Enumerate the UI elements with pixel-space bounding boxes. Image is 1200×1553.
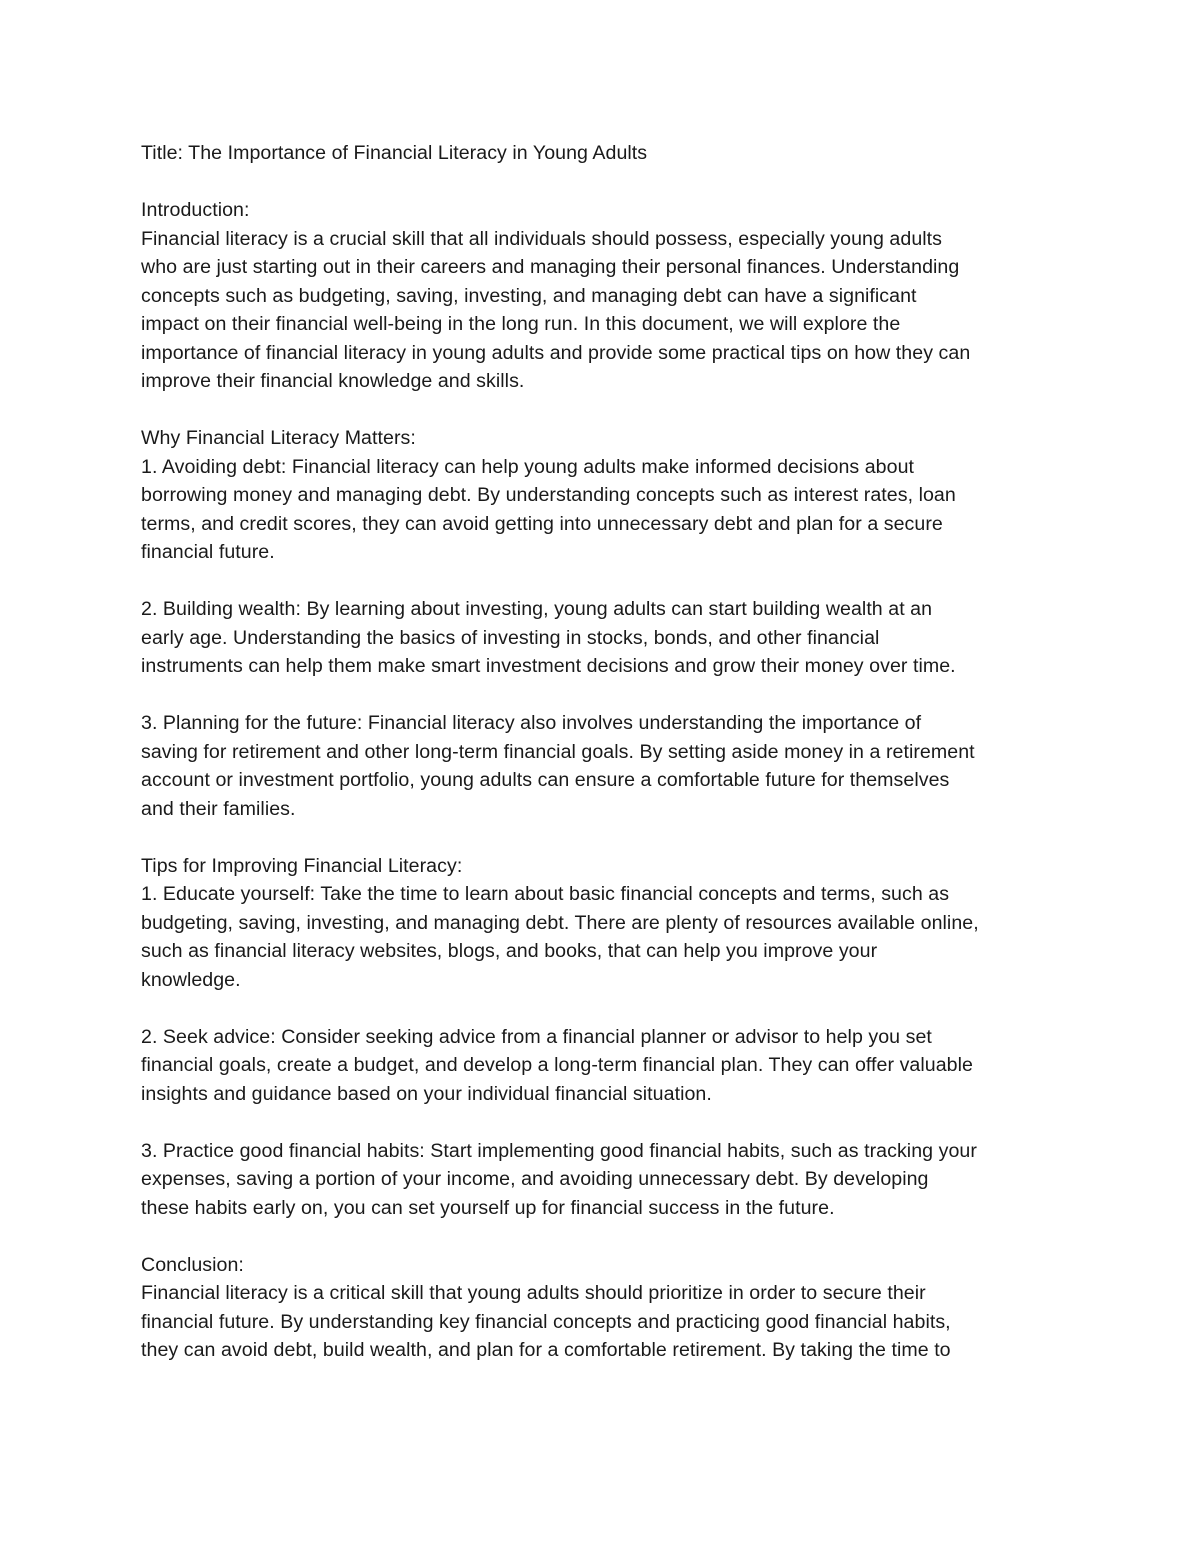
why-item-3-line: 3. Planning for the future: Financial literacy also involves understanding the importance of (141, 712, 922, 734)
why-item-3-line: account or investment portfolio, young adults can ensure a comfortable future for themselves (141, 769, 950, 791)
tips-item-1-line: knowledge. (141, 968, 241, 991)
intro-line: impact on their financial well-being in the long run. In this document, we will explore the (141, 313, 901, 335)
tips-item-1-line: such as financial literacy websites, blogs, and books, that can help you improve your (141, 940, 878, 962)
tips-item-2-line: 2. Seek advice: Consider seeking advice from a financial planner or advisor to help you set (141, 1025, 932, 1048)
intro-line: concepts such as budgeting, saving, investing, and managing debt can have a significant (141, 284, 917, 307)
why-item-1-line: financial future. (141, 541, 275, 563)
document-body (141, 139, 1071, 1365)
intro-line: improve their financial knowledge and skills. (141, 370, 525, 392)
why-item-2-line: instruments can help them make smart investment decisions and grow their money over time. (141, 655, 956, 677)
why-item-2-line: early age. Understanding the basics of investing in stocks, bonds, and other financial (141, 626, 880, 649)
conclusion-line: they can avoid debt, build wealth, and plan for a comfortable retirement. By taking the time to (141, 1339, 951, 1361)
why-item-3-line: and their families. (141, 797, 296, 820)
conclusion-line: Financial literacy is a critical skill that young adults should prioritize in order to secure their (141, 1282, 926, 1304)
tips-item-1-line: budgeting, saving, investing, and managing debt. There are plenty of resources available online, (141, 911, 979, 934)
why-item-3-line: saving for retirement and other long-term financial goals. By setting aside money in a retirement (141, 740, 975, 763)
tips-item-1-line: 1. Educate yourself: Take the time to learn about basic financial concepts and terms, such as (141, 883, 950, 905)
why-item-2-line: 2. Building wealth: By learning about investing, young adults can start building wealth at an (141, 598, 933, 620)
tips-heading: Tips for Improving Financial Literacy: (141, 854, 463, 877)
intro-line: importance of financial literacy in young adults and provide some practical tips on how they can (141, 341, 971, 364)
spacer (141, 994, 1071, 1023)
conclusion-line: financial future. By understanding key financial concepts and practicing good financial habits, (141, 1310, 951, 1333)
spacer (141, 396, 1071, 425)
spacer (141, 567, 1071, 596)
tips-item-2-line: financial goals, create a budget, and develop a long-term financial plan. They can offer valuable (141, 1054, 973, 1076)
spacer (141, 681, 1071, 710)
why-item-1-line: terms, and credit scores, they can avoid getting into unnecessary debt and plan for a secure (141, 512, 943, 535)
why-heading: Why Financial Literacy Matters: (141, 427, 416, 449)
tips-item-3-line: expenses, saving a portion of your income, and avoiding unnecessary debt. By developing (141, 1168, 929, 1190)
spacer (141, 1222, 1071, 1251)
document-title: Title: The Importance of Financial Literacy in Young Adults (141, 142, 648, 164)
conclusion-heading: Conclusion: (141, 1253, 244, 1276)
intro-line: who are just starting out in their careers and managing their personal finances. Understanding (141, 256, 960, 278)
why-item-1-line: 1. Avoiding debt: Financial literacy can help young adults make informed decisions about (141, 455, 915, 478)
tips-item-2-line: insights and guidance based on your individual financial situation. (141, 1082, 712, 1105)
spacer (141, 1108, 1071, 1137)
spacer (141, 823, 1071, 852)
spacer (141, 168, 1071, 197)
intro-line: Financial literacy is a crucial skill that all individuals should possess, especially young adults (141, 227, 943, 250)
tips-item-3-line: these habits early on, you can set yourself up for financial success in the future. (141, 1196, 835, 1219)
intro-heading: Introduction: (141, 199, 250, 221)
why-item-1-line: borrowing money and managing debt. By understanding concepts such as interest rates, loan (141, 484, 956, 506)
tips-item-3-line: 3. Practice good financial habits: Start implementing good financial habits, such as tracking your (141, 1139, 977, 1162)
